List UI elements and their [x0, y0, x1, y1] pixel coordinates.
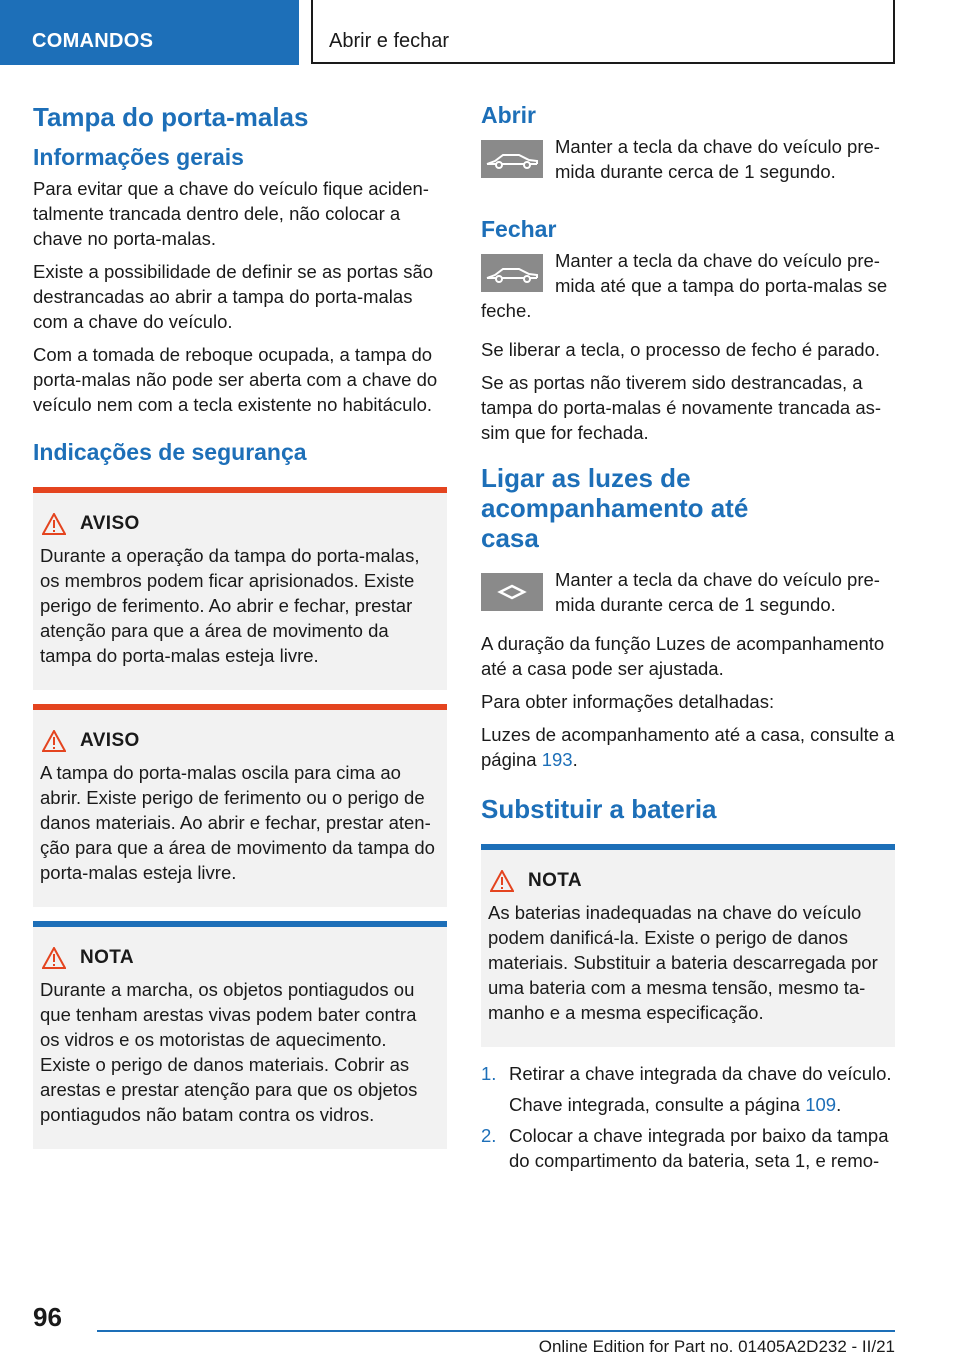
- battery-note-text: As baterias inadequadas na chave do veículo podem danificá-la. Existe o perigo de danos materiais. Substituir a bateria descarregada por uma bateria com a mesma tensão, mesmo ta-manho e a mesma especificação.: [488, 902, 878, 1023]
- list-item: [481, 1061, 895, 1117]
- right-column: [481, 100, 895, 1179]
- warning-box: [33, 704, 447, 907]
- step-text: Retirar a chave integrada da chave do veículo.: [509, 1063, 892, 1084]
- warning-triangle-icon: [42, 947, 66, 969]
- note-box: [33, 921, 447, 1149]
- page-title: Tampa do porta-malas: [33, 102, 309, 132]
- warning-title: AVISO: [80, 730, 140, 751]
- open-text: Manter a tecla da chave do veículo pre-mida durante cerca de 1 segundo.: [555, 136, 880, 182]
- lights-ref-text: Luzes de acompanhamento até a casa, consulte a página: [481, 724, 895, 770]
- page-number: 96: [33, 1302, 62, 1332]
- lights-heading: Ligar as luzes de acompanhamento até casa: [481, 463, 749, 553]
- step-number: 1.: [481, 1063, 497, 1084]
- step-text: Colocar a chave integrada por baixo da tampa do compartimento da bateria, seta 1, e remo-: [509, 1125, 889, 1171]
- warning-triangle-icon: [42, 513, 66, 535]
- warning-text: Durante a operação da tampa do porta-malas, os membros podem ficar aprisionados. Existe perigo de ferimento. Ao abrir e fechar, prestar atenção para que a área de movimento da tampa do porta-malas esteja livre.: [40, 545, 420, 666]
- footer-divider: [97, 1330, 895, 1332]
- subsection-header: [311, 0, 895, 64]
- info-paragraph: Com a tomada de reboque ocupada, a tampa do porta-malas não pode ser aberta com a chave do veículo nem com a tecla existente no habitáculo.: [33, 344, 438, 415]
- edition-text: Online Edition for Part no. 01405A2D232 - II/21: [538, 1337, 895, 1356]
- warning-box: [33, 487, 447, 690]
- battery-steps: [481, 1061, 895, 1173]
- section-tab-label: COMANDOS: [32, 30, 154, 52]
- left-column: [33, 100, 447, 1163]
- step-sub-text: Chave integrada, consulte a página: [509, 1094, 801, 1115]
- open-instruction: [481, 134, 895, 192]
- lights-paragraph: Para obter informações detalhadas:: [481, 691, 775, 712]
- safety-heading: Indicações de segurança: [33, 439, 307, 465]
- note-title: NOTA: [80, 947, 135, 968]
- close-paragraph: Se liberar a tecla, o processo de fecho é parado.: [481, 339, 881, 360]
- lights-instruction: [481, 567, 895, 625]
- lights-paragraph: Luzes de acompanhamento até a casa, consulte a página 193.: [481, 724, 895, 770]
- close-paragraph: Se as portas não tiverem sido destrancadas, a tampa do porta-malas é novamente trancada as-sim que for fechada.: [481, 372, 882, 443]
- car-trunk-key-icon: [481, 254, 543, 292]
- warning-text: A tampa do porta-malas oscila para cima ao abrir. Existe perigo de ferimento ou o perigo de danos materiais. Ao abrir e fechar, prestar aten-ção para que a área de movimento da tampa do porta-malas esteja livre.: [40, 762, 435, 883]
- battery-note-title: NOTA: [528, 870, 583, 891]
- close-heading: Fechar: [481, 216, 557, 242]
- close-instruction: [481, 248, 895, 331]
- lights-key-icon: [481, 573, 543, 611]
- info-paragraph: Para evitar que a chave do veículo fique aciden-talmente trancada dentro dele, não colocar a chave no porta-malas.: [33, 178, 429, 249]
- list-item: [481, 1123, 895, 1173]
- page-link-109[interactable]: 109: [805, 1094, 837, 1115]
- step-sub: Chave integrada, consulte a página 109.: [509, 1094, 842, 1115]
- warning-title: AVISO: [80, 513, 140, 534]
- note-text: Durante a marcha, os objetos pontiagudos ou que tenham arestas vivas podem bater contra os vidros e os motoristas de aquecimento. Existe o perigo de danos materiais. Cobrir as arestas e prestar atenção para que os objetos pontiagudos não batam contra os vidros.: [40, 979, 418, 1125]
- warning-triangle-icon: [490, 870, 514, 892]
- lights-paragraph: A duração da função Luzes de acompanhamento até a casa pode ser ajustada.: [481, 633, 885, 679]
- car-trunk-key-icon: [481, 140, 543, 178]
- battery-heading: Substituir a bateria: [481, 794, 717, 824]
- lights-text: Manter a tecla da chave do veículo pre-mida durante cerca de 1 segundo.: [555, 569, 880, 615]
- subsection-label: Abrir e fechar: [329, 30, 450, 52]
- step-number: 2.: [481, 1125, 497, 1146]
- open-heading: Abrir: [481, 102, 536, 128]
- warning-triangle-icon: [42, 730, 66, 752]
- info-paragraph: Existe a possibilidade de definir se as portas são destrancadas ao abrir a tampa do porta-malas com a chave do veículo.: [33, 261, 434, 332]
- battery-note-box: [481, 844, 895, 1047]
- info-heading: Informações gerais: [33, 144, 244, 170]
- section-tab: [0, 0, 299, 65]
- page-link-193[interactable]: 193: [541, 749, 573, 770]
- close-text: Manter a tecla da chave do veículo pre-mida até que a tampa do porta-malas se feche.: [481, 250, 888, 321]
